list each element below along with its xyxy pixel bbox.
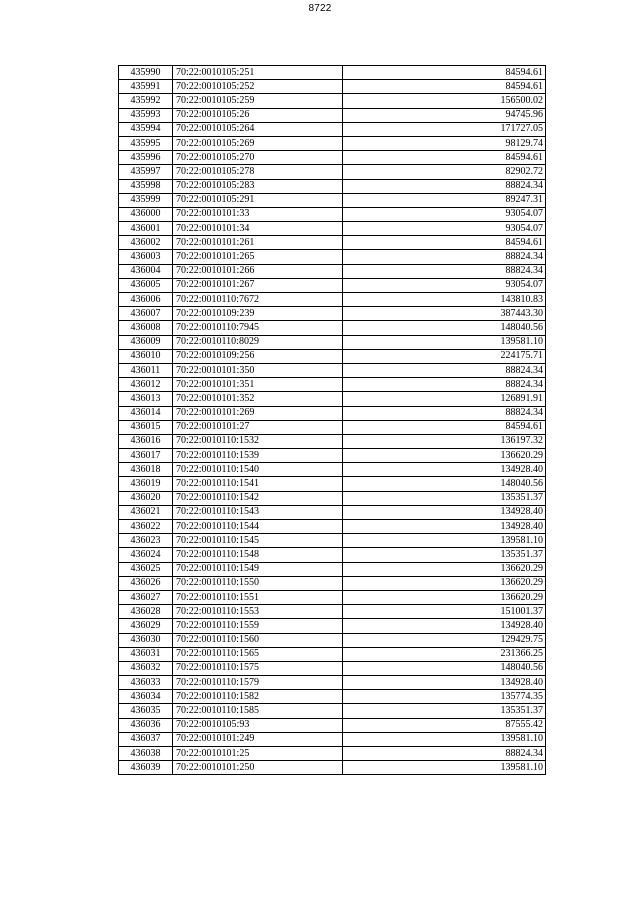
- table-row: [119, 548, 546, 562]
- row-id-cell: 435995: [119, 136, 173, 150]
- table-row: [119, 505, 546, 519]
- value-cell: 84594.61: [343, 420, 546, 434]
- page-number: 8722: [308, 3, 332, 14]
- cadastral-number-cell: 70:22:0010101:25: [173, 747, 343, 761]
- value-cell: 84594.61: [343, 151, 546, 165]
- cadastral-number-cell: 70:22:0010110:1559: [173, 619, 343, 633]
- row-id-cell: 436021: [119, 505, 173, 519]
- table-row: [119, 761, 546, 775]
- row-id-cell: 436011: [119, 363, 173, 377]
- value-cell: 148040.56: [343, 661, 546, 675]
- table-row: [119, 434, 546, 448]
- row-id-cell: 435998: [119, 179, 173, 193]
- row-id-cell: 435994: [119, 122, 173, 136]
- table-row: [119, 321, 546, 335]
- table-row: [119, 605, 546, 619]
- row-id-cell: 436017: [119, 449, 173, 463]
- table-row: [119, 335, 546, 349]
- row-id-cell: 435990: [119, 66, 173, 80]
- cadastral-number-cell: 70:22:0010101:250: [173, 761, 343, 775]
- value-cell: 88824.34: [343, 747, 546, 761]
- row-id-cell: 436034: [119, 690, 173, 704]
- row-id-cell: 436002: [119, 236, 173, 250]
- cadastral-number-cell: 70:22:0010105:269: [173, 136, 343, 150]
- table-row: [119, 690, 546, 704]
- table-row: [119, 718, 546, 732]
- table-row: [119, 633, 546, 647]
- cadastral-number-cell: 70:22:0010110:1548: [173, 548, 343, 562]
- table-row: [119, 420, 546, 434]
- table-row: [119, 293, 546, 307]
- cadastral-number-cell: 70:22:0010105:93: [173, 718, 343, 732]
- table-row: [119, 449, 546, 463]
- value-cell: 134928.40: [343, 676, 546, 690]
- row-id-cell: 436013: [119, 392, 173, 406]
- row-id-cell: 436036: [119, 718, 173, 732]
- row-id-cell: 436008: [119, 321, 173, 335]
- value-cell: 88824.34: [343, 250, 546, 264]
- cadastral-number-cell: 70:22:0010110:1549: [173, 562, 343, 576]
- cadastral-number-cell: 70:22:0010110:1532: [173, 434, 343, 448]
- cadastral-number-cell: 70:22:0010109:239: [173, 307, 343, 321]
- value-cell: 84594.61: [343, 236, 546, 250]
- value-cell: 136620.29: [343, 449, 546, 463]
- row-id-cell: 436029: [119, 619, 173, 633]
- row-id-cell: 436026: [119, 576, 173, 590]
- row-id-cell: 436030: [119, 633, 173, 647]
- value-cell: 136620.29: [343, 590, 546, 604]
- table-row: [119, 165, 546, 179]
- row-id-cell: 435993: [119, 108, 173, 122]
- cadastral-number-cell: 70:22:0010105:278: [173, 165, 343, 179]
- cadastral-number-cell: 70:22:0010105:270: [173, 151, 343, 165]
- value-cell: 171727.05: [343, 122, 546, 136]
- table-row: [119, 406, 546, 420]
- table-row: [119, 392, 546, 406]
- cadastral-number-cell: 70:22:0010110:1550: [173, 576, 343, 590]
- table-row: [119, 647, 546, 661]
- row-id-cell: 436022: [119, 520, 173, 534]
- row-id-cell: 436032: [119, 661, 173, 675]
- table-row: [119, 732, 546, 746]
- table-row: [119, 363, 546, 377]
- cadastral-number-cell: 70:22:0010110:1539: [173, 449, 343, 463]
- table-row: [119, 222, 546, 236]
- table-row: [119, 307, 546, 321]
- cadastral-number-cell: 70:22:0010101:269: [173, 406, 343, 420]
- cadastral-number-cell: 70:22:0010101:350: [173, 363, 343, 377]
- row-id-cell: 436038: [119, 747, 173, 761]
- row-id-cell: 435999: [119, 193, 173, 207]
- table-row: [119, 491, 546, 505]
- value-cell: 88824.34: [343, 378, 546, 392]
- value-cell: 93054.07: [343, 222, 546, 236]
- table-row: [119, 207, 546, 221]
- table-row: [119, 151, 546, 165]
- table-row: [119, 619, 546, 633]
- cadastral-number-cell: 70:22:0010110:1579: [173, 676, 343, 690]
- table-row: [119, 676, 546, 690]
- row-id-cell: 436031: [119, 647, 173, 661]
- value-cell: 134928.40: [343, 520, 546, 534]
- cadastral-number-cell: 70:22:0010110:7945: [173, 321, 343, 335]
- cadastral-number-cell: 70:22:0010101:34: [173, 222, 343, 236]
- cadastral-number-cell: 70:22:0010110:7672: [173, 293, 343, 307]
- value-cell: 88824.34: [343, 406, 546, 420]
- row-id-cell: 436006: [119, 293, 173, 307]
- row-id-cell: 436010: [119, 349, 173, 363]
- cadastral-number-cell: 70:22:0010105:291: [173, 193, 343, 207]
- value-cell: 88824.34: [343, 179, 546, 193]
- value-cell: 93054.07: [343, 207, 546, 221]
- table-row: [119, 520, 546, 534]
- cadastral-number-cell: 70:22:0010110:1545: [173, 534, 343, 548]
- value-cell: 143810.83: [343, 293, 546, 307]
- table-body: [119, 66, 546, 775]
- value-cell: 224175.71: [343, 349, 546, 363]
- cadastral-number-cell: 70:22:0010110:1575: [173, 661, 343, 675]
- value-cell: 148040.56: [343, 477, 546, 491]
- cadastral-number-cell: 70:22:0010105:252: [173, 80, 343, 94]
- cadastral-number-cell: 70:22:0010110:1544: [173, 520, 343, 534]
- row-id-cell: 436039: [119, 761, 173, 775]
- cadastral-number-cell: 70:22:0010101:27: [173, 420, 343, 434]
- cadastral-number-cell: 70:22:0010101:267: [173, 278, 343, 292]
- value-cell: 98129.74: [343, 136, 546, 150]
- row-id-cell: 436023: [119, 534, 173, 548]
- cadastral-number-cell: 70:22:0010101:352: [173, 392, 343, 406]
- table-row: [119, 94, 546, 108]
- table-row: [119, 562, 546, 576]
- cadastral-number-cell: 70:22:0010101:351: [173, 378, 343, 392]
- row-id-cell: 435997: [119, 165, 173, 179]
- table-row: [119, 236, 546, 250]
- table-row: [119, 661, 546, 675]
- value-cell: 139581.10: [343, 335, 546, 349]
- value-cell: 231366.25: [343, 647, 546, 661]
- cadastral-number-cell: 70:22:0010110:1553: [173, 605, 343, 619]
- table-row: [119, 108, 546, 122]
- cadastral-number-cell: 70:22:0010110:1542: [173, 491, 343, 505]
- table-row: [119, 477, 546, 491]
- cadastral-number-cell: 70:22:0010110:1540: [173, 463, 343, 477]
- value-cell: 84594.61: [343, 66, 546, 80]
- cadastral-number-cell: 70:22:0010105:259: [173, 94, 343, 108]
- data-table: [118, 65, 546, 775]
- table-row: [119, 66, 546, 80]
- row-id-cell: 436020: [119, 491, 173, 505]
- cadastral-number-cell: 70:22:0010110:1551: [173, 590, 343, 604]
- value-cell: 135351.37: [343, 704, 546, 718]
- table-row: [119, 264, 546, 278]
- value-cell: 87555.42: [343, 718, 546, 732]
- cadastral-number-cell: 70:22:0010109:256: [173, 349, 343, 363]
- cadastral-number-cell: 70:22:0010101:261: [173, 236, 343, 250]
- row-id-cell: 436007: [119, 307, 173, 321]
- row-id-cell: 436001: [119, 222, 173, 236]
- row-id-cell: 435996: [119, 151, 173, 165]
- row-id-cell: 436015: [119, 420, 173, 434]
- value-cell: 136197.32: [343, 434, 546, 448]
- row-id-cell: 436024: [119, 548, 173, 562]
- cadastral-number-cell: 70:22:0010110:1565: [173, 647, 343, 661]
- row-id-cell: 436014: [119, 406, 173, 420]
- row-id-cell: 436028: [119, 605, 173, 619]
- table-row: [119, 122, 546, 136]
- table-row: [119, 534, 546, 548]
- row-id-cell: 436012: [119, 378, 173, 392]
- table-row: [119, 463, 546, 477]
- row-id-cell: 436000: [119, 207, 173, 221]
- table-row: [119, 278, 546, 292]
- value-cell: 139581.10: [343, 761, 546, 775]
- cadastral-number-cell: 70:22:0010110:1543: [173, 505, 343, 519]
- row-id-cell: 436005: [119, 278, 173, 292]
- row-id-cell: 436027: [119, 590, 173, 604]
- value-cell: 134928.40: [343, 619, 546, 633]
- value-cell: 93054.07: [343, 278, 546, 292]
- cadastral-number-cell: 70:22:0010101:249: [173, 732, 343, 746]
- row-id-cell: 436016: [119, 434, 173, 448]
- value-cell: 129429.75: [343, 633, 546, 647]
- row-id-cell: 435992: [119, 94, 173, 108]
- row-id-cell: 436025: [119, 562, 173, 576]
- cadastral-number-cell: 70:22:0010105:283: [173, 179, 343, 193]
- row-id-cell: 436035: [119, 704, 173, 718]
- table-row: [119, 378, 546, 392]
- value-cell: 94745.96: [343, 108, 546, 122]
- value-cell: 135774.35: [343, 690, 546, 704]
- table-row: [119, 590, 546, 604]
- value-cell: 151001.37: [343, 605, 546, 619]
- row-id-cell: 436003: [119, 250, 173, 264]
- cadastral-number-cell: 70:22:0010105:264: [173, 122, 343, 136]
- row-id-cell: 436033: [119, 676, 173, 690]
- cadastral-number-cell: 70:22:0010110:1560: [173, 633, 343, 647]
- value-cell: 387443.30: [343, 307, 546, 321]
- cadastral-number-cell: 70:22:0010101:265: [173, 250, 343, 264]
- cadastral-number-cell: 70:22:0010110:1541: [173, 477, 343, 491]
- cadastral-number-cell: 70:22:0010101:266: [173, 264, 343, 278]
- value-cell: 136620.29: [343, 562, 546, 576]
- value-cell: 134928.40: [343, 505, 546, 519]
- value-cell: 89247.31: [343, 193, 546, 207]
- row-id-cell: 436037: [119, 732, 173, 746]
- value-cell: 82902.72: [343, 165, 546, 179]
- table-row: [119, 250, 546, 264]
- table-row: [119, 576, 546, 590]
- table-row: [119, 704, 546, 718]
- row-id-cell: 436004: [119, 264, 173, 278]
- value-cell: 139581.10: [343, 534, 546, 548]
- row-id-cell: 435991: [119, 80, 173, 94]
- cadastral-number-cell: 70:22:0010101:33: [173, 207, 343, 221]
- row-id-cell: 436009: [119, 335, 173, 349]
- value-cell: 134928.40: [343, 463, 546, 477]
- cadastral-number-cell: 70:22:0010110:1582: [173, 690, 343, 704]
- value-cell: 135351.37: [343, 491, 546, 505]
- table-row: [119, 80, 546, 94]
- value-cell: 88824.34: [343, 363, 546, 377]
- value-cell: 88824.34: [343, 264, 546, 278]
- row-id-cell: 436018: [119, 463, 173, 477]
- cadastral-number-cell: 70:22:0010110:8029: [173, 335, 343, 349]
- value-cell: 139581.10: [343, 732, 546, 746]
- value-cell: 136620.29: [343, 576, 546, 590]
- table-row: [119, 747, 546, 761]
- table-row: [119, 179, 546, 193]
- value-cell: 84594.61: [343, 80, 546, 94]
- row-id-cell: 436019: [119, 477, 173, 491]
- cadastral-number-cell: 70:22:0010105:26: [173, 108, 343, 122]
- value-cell: 126891.91: [343, 392, 546, 406]
- table-row: [119, 136, 546, 150]
- table-row: [119, 349, 546, 363]
- value-cell: 148040.56: [343, 321, 546, 335]
- table-row: [119, 193, 546, 207]
- value-cell: 156500.02: [343, 94, 546, 108]
- cadastral-number-cell: 70:22:0010105:251: [173, 66, 343, 80]
- cadastral-number-cell: 70:22:0010110:1585: [173, 704, 343, 718]
- value-cell: 135351.37: [343, 548, 546, 562]
